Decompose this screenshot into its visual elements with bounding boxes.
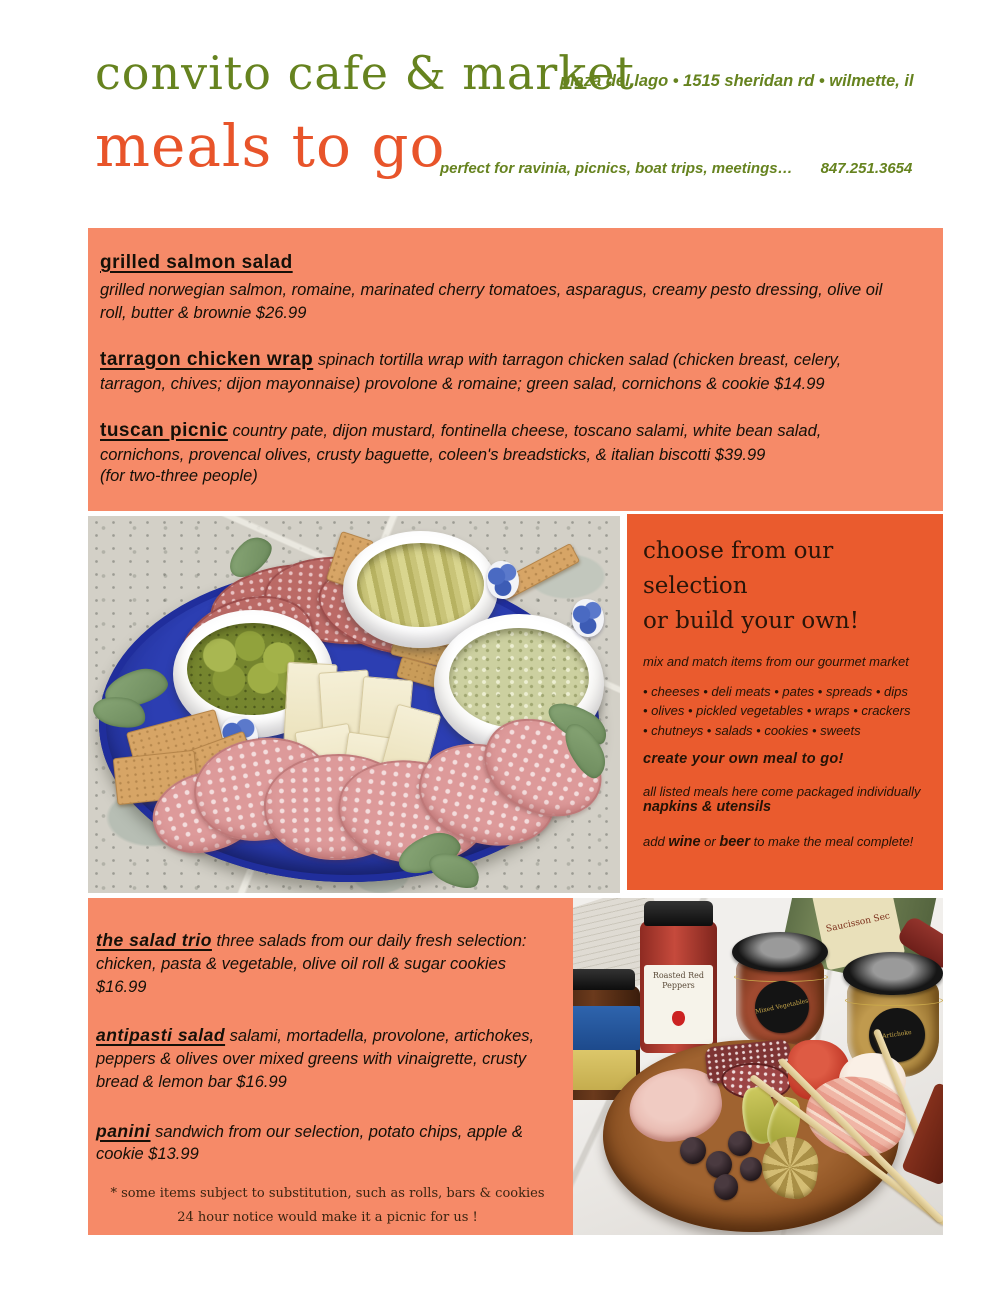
menu-item-title: the salad trio bbox=[96, 930, 212, 950]
bottom-meals-box bbox=[88, 898, 573, 1235]
menu-item-price: $26.99 bbox=[255, 303, 307, 322]
menu-item-desc-text: three salads from our daily fresh selection: chicken, pasta & vegetable, olive oil roll & sugar cookies bbox=[96, 932, 527, 973]
mixed-vegetables-jar bbox=[732, 932, 828, 1050]
menu-item-salad-trio bbox=[96, 928, 559, 998]
jar-lid bbox=[644, 901, 712, 925]
red-peppers-jar bbox=[640, 901, 718, 1053]
panel-heading bbox=[643, 534, 933, 639]
addon-text: or bbox=[700, 834, 720, 850]
tagline: perfect for ravinia, picnics, boat trips, meetings… bbox=[440, 160, 793, 177]
floral-bowl-handle bbox=[487, 561, 519, 599]
meals-box bbox=[88, 228, 943, 511]
menu-item-title: panini bbox=[96, 1120, 151, 1141]
napkins-utensils-line: napkins & utensils bbox=[643, 799, 772, 816]
menu-item-price: $16.99 bbox=[96, 977, 147, 996]
menu-item-desc-text: spinach tortilla wrap with tarragon chicken salad (chicken breast, celery, tarragon, chives; dijon mayonnaise) provolone & romaine; green salad, cornichons & cookie bbox=[100, 350, 842, 393]
menu-item-antipasti-salad bbox=[96, 1023, 559, 1093]
menu-item-text bbox=[96, 1119, 559, 1167]
selection-panel bbox=[627, 514, 943, 890]
menu-item-title: tarragon chicken wrap bbox=[100, 348, 314, 370]
menu-item-price: $14.99 bbox=[774, 374, 825, 393]
market-photo bbox=[573, 898, 943, 1235]
menu-item-desc-text: country pate, dijon mustard, fontinella cheese, toscano salami, white bean salad, cornichons, provencal olives, crusty baguette, coleen's breadsticks, & italian biscotti bbox=[100, 421, 822, 464]
address-line: plaza del lago • 1515 sheridan rd • wilmette, il bbox=[560, 72, 914, 90]
menu-item-desc-text: salami, mortadella, provolone, artichokes, peppers & olives over mixed greens with vinaigrette, crusty bread & lemon bar bbox=[96, 1027, 535, 1091]
addon-text: add bbox=[643, 834, 669, 850]
jar-label: Mixed Vegetables bbox=[750, 976, 813, 1038]
menu-item-price: $16.99 bbox=[236, 1072, 287, 1091]
menu-item-price: $39.99 bbox=[714, 445, 766, 464]
jar-lid bbox=[732, 932, 828, 972]
brand-name: convito cafe & market bbox=[95, 46, 635, 100]
menu-item-desc-text: sandwich from our selection, potato chips, apple & cookie bbox=[96, 1122, 523, 1164]
packaging-line: all listed meals here come packaged individually bbox=[643, 784, 921, 800]
tagline-row bbox=[440, 160, 912, 177]
phone-number: 847.251.3654 bbox=[820, 160, 913, 177]
addon-text: to make the meal complete! bbox=[749, 834, 914, 850]
panel-heading-line: or build your own! bbox=[643, 607, 859, 634]
menu-item-description bbox=[100, 279, 897, 325]
panel-bullet-list bbox=[643, 682, 933, 741]
black-olive bbox=[714, 1174, 738, 1199]
substitution-footnote: * some items subject to substitution, such as rolls, bars & cookies bbox=[110, 1186, 545, 1202]
panel-heading-line: choose from our bbox=[643, 538, 834, 564]
wine-beer-line bbox=[643, 834, 933, 850]
page-title: meals to go bbox=[95, 112, 446, 180]
menu-item-text bbox=[96, 1023, 559, 1093]
menu-item-price: $13.99 bbox=[148, 1145, 199, 1164]
menu-item-text bbox=[100, 418, 897, 467]
floral-bowl-handle bbox=[572, 599, 604, 637]
menu-item-note: (for two-three people) bbox=[100, 466, 258, 485]
jar-lid bbox=[843, 952, 943, 996]
notice-footnote: 24 hour notice would make it a picnic for us ! bbox=[177, 1210, 478, 1226]
menu-item-title: antipasti salad bbox=[96, 1025, 226, 1046]
menu-item-text bbox=[100, 347, 897, 396]
bullet-line: • chutneys • salads • cookies • sweets bbox=[643, 722, 861, 738]
menu-item-grilled-salmon-salad bbox=[100, 252, 897, 325]
menu-item-title: grilled salmon salad bbox=[100, 252, 293, 273]
jar-label bbox=[573, 1006, 640, 1051]
beer-word: beer bbox=[719, 834, 750, 851]
jar-lid bbox=[573, 969, 635, 990]
menu-item-tarragon-chicken-wrap bbox=[100, 347, 897, 396]
bag-label: Saucisson Sec bbox=[811, 898, 904, 971]
panel-subheading: mix and match items from our gourmet market bbox=[643, 653, 909, 669]
menu-item-text bbox=[96, 928, 559, 998]
menu-item-title: tuscan picnic bbox=[100, 419, 228, 441]
pickled-vegetables bbox=[357, 543, 483, 627]
jar-label: Artichoke bbox=[866, 1005, 929, 1066]
platter-photo bbox=[88, 516, 620, 893]
menu-item-panini bbox=[96, 1119, 559, 1167]
panel-heading-line: selection bbox=[643, 572, 748, 599]
create-your-own-line: create your own meal to go! bbox=[643, 751, 844, 768]
jar-label: Roasted Red Peppers bbox=[644, 965, 712, 1044]
bullet-line: • cheeses • deli meats • pates • spreads • dips bbox=[643, 683, 908, 699]
menu-item-tuscan-picnic bbox=[100, 418, 897, 486]
wine-word: wine bbox=[668, 834, 701, 851]
bullet-line: • olives • pickled vegetables • wraps • crackers bbox=[643, 703, 911, 719]
pepper-illustration bbox=[672, 1011, 684, 1026]
black-olive bbox=[740, 1157, 762, 1181]
menu-item-desc-text: grilled norwegian salmon, romaine, marinated cherry tomatoes, asparagus, creamy pesto dressing, olive oil roll, butter & brownie bbox=[100, 281, 883, 322]
black-olive bbox=[728, 1131, 752, 1156]
